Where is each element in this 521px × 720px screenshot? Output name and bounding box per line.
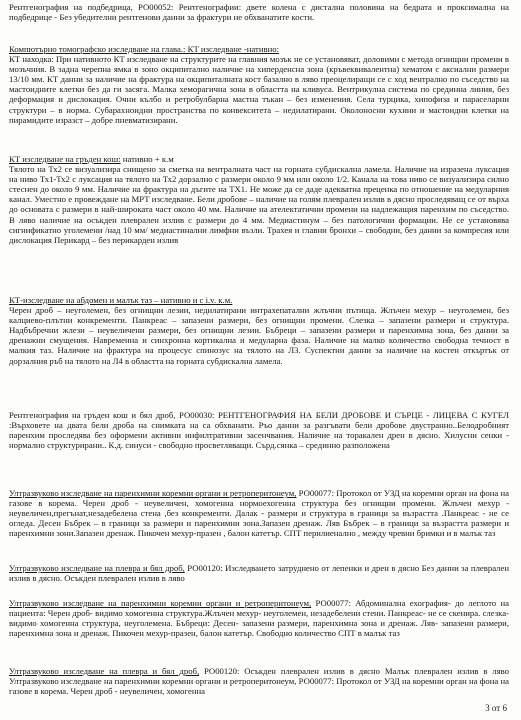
us-abdomen-heading-1: Ултразвуково изследване на паренхимни коремни органи и ретроперитонеум, [9, 488, 297, 498]
ct-head-heading: Компютърно томографско изследване на глава.: КТ изследване -нативно: [9, 44, 280, 54]
us-abdomen-heading-2: Ултразвуково изследване на паренхимни коремни органи и ретроперитонеум, [9, 598, 312, 608]
page-number: 3 от 6 [485, 703, 507, 713]
ct-chest-heading-rest: нативно + к.м [120, 154, 174, 164]
ct-head-findings: КТ находка: При нативното КТ изследване на структурите на главния мозък не се установяват, доловими с метода огнищни промени в мозъчния. В задна черепна ямка в зоно окципитално наличие на хиперденсна зона (кръвеквивалентна) хематом с аксиални размери 13/10 мм. КТ данни за наличие на фрактура на окципиталната кост базално в ляво преоцелиращи се с ход вентрално по съседство на мастоидните клетки без да ги засяга. Малка хеморагична зона в областта на кливуса. Вентрикулна система по срединна линия, без деформация и дислокация. Очни кълбо и ретробулбарна мастна тъкан – без изменения. Села турцика, хипофиза и параселарни структури – в норма. Субарахноидни пространства по конвекситета – недилатирани. Околоносни кухини и мастоидни клетки на пирамидите изразст – добре пневматизирани. [9, 54, 509, 125]
ct-abdomen-section [9, 295, 509, 366]
xray-chest-text: Рентгенография на гръден кош и бял дроб, РО00030: РЕНТГЕНОГРАФИЯ НА БЕЛИ ДРОБОВЕ И СЪРЦЕ - ЛИЦЕВА С КУГЕЛ :Върховете на двата бели дробa на снимката на са обхванати. Ръо данни за разгъвати бели дробове двустранно..Белодробният паренхим проследява без оформени активни инфилтративни засенчвания. Наличие на торакален дрен в дясно. Хилусни сенки - нормално структурирани.. К.д. синуси - свободно просветляващи. Сърд.сянка – срединно разположена [9, 410, 509, 451]
us-abdomen-findings-2: РО00077: Абдоминална ехография- до леглото на пациента: Черен дроб- видимо хомогенна структура.Жлъчен мехур- неуголемен, незадебелени стени. Панкреас- не се скенира. слезка- видимо хомогенна структура, неуголемена. Бъбреци: Десен- запазени размери, паренхимна зона и дренаж. Ляв- запазени размери, паренхимна зона и дренаж. Пикочен мехур-празен, балон катетър. Свободно количество СПТ в малък таз [9, 598, 509, 639]
xray-lower-leg-paragraph [9, 2, 509, 22]
us-pleura-heading-2: Ултразвуково изследване на плевра и бял дроб, [9, 666, 200, 676]
ct-chest-findings: Тялото на Тх2 се визуализира снищено за сметка на вентралната част на горната субдискална ламела. Наличие на изразена луксация на ниво Тх1-Тх2 с луксация на тялото на Тх2 дорзално с размери около 9 мм или около 1/2. Канала на това ниво се визуализира силно стеснен до около 9 мм. Наличие на фрактура на дъгите на ТХ1. Не може да се даде адекватна преценка по отношение на медуларния канал. Уместно е провеждане на МРТ изследване. Бели дробове – наличие на голям плеврален излив в дясно проследяващ се от върха до основата с размери в най-широката част около 40 мм. Наличие на ателектатични промени на надлежащия паренхим по съседство. В ляво наличие на осъкден плеврален излив с размери до 4 мм. Медиастинум – без патологични формации. Не се установява сигнификатно уголемени /над 10 мм/ медиастинални лимфни възли. Трахея и главни бронхи – свободни, без данни за компресия или дислокация Перикард – без перикарден излив [9, 164, 509, 245]
us-pleura-heading-1: Ултразвуково изследване на плевра и бял дроб, [9, 563, 185, 573]
us-abdomen-findings-1: РО00077: Протокол от УЗД на коремни орган на фона на газове в корема. Черен дроб - неувеличен, хомогенна нормоехогенна структура без огнищни промени. Жлъчен мехур - неувеличен,прегънат,незадебелена стена ,без конкременти. Далак - размери и структура в граници за възрастта .Панкреас - не се огледа. Десен Бъбрек – в граници за размери и паренхимни зона.Запазен дренаж. Ляв Бъбрек – в граници за възрастта размери и паренхимни зони.Запазен дренаж. Пикочен мехур-празен , балон катетър. СПТ перилиенално , между чревни бримки и в малък таз [9, 488, 509, 539]
ct-abdomen-heading: КТ-изследване на абдомен и малък таз – нативно и с i.v. к.м. [9, 295, 233, 305]
xray-chest-paragraph [9, 410, 509, 450]
ct-chest-heading: КТ изследване на гръден кош: [9, 154, 121, 164]
us-pleura-section-1 [9, 563, 509, 583]
us-abdomen-section-1 [9, 488, 509, 538]
ct-chest-section [9, 154, 509, 245]
xray-lower-leg-text: Рентгенография на подбедрица, РО00052: Рентгенографии: двете колена с дистална половина на бедрата и проксимална на подбедрице - Без убедителни рентгенови данни за фрактури не обхванатите кости. [9, 2, 509, 23]
us-pleura-section-2 [9, 666, 509, 696]
ct-head-section [9, 44, 509, 125]
us-pleura-findings-1: РО00120: Изследването затруднено от лепенки и дрен в дясно Без данни за плеврален излив в дясно. Осъкден плеврален излив в ляво [9, 563, 509, 584]
us-pleura-findings-2: РО00120: Осъкден плеврален излив в дясно Малък плеврален излив в ляво Ултразвуково изследване на паренхимни коремни органи и ретроперитонеум, РО00077: Протокол от УЗД на коремни орган на фона на газове в корема. Черен дроб - неувеличен, хомогенна [9, 666, 509, 697]
us-abdomen-section-2 [9, 598, 509, 638]
ct-abdomen-findings: Черен дроб – неуголемен, без огнищни лезии, недилатирани интрахепатални жлъчни пътища. Жлъчен мехур – неуголемен, без калциево-плътни конкременти. Панкреас – запазени размери, без огнищни промени. Слезка – запазени размери и структура. Надбъбречни жлези – неувеличени размери, без огнищни лезии. Бъбреци – запазени размери и паренхимна зона, без данни за дренажни смущения. Навременна и синхронна кортикална и медуларна фаза. Наличие на малко количество свободна течност в малкия таз. Наличие на фрактура на процесус спинозус на тялото на Л3. Суспектни данни за наличие на костен откъртък от дорзалния ръб на тялото на Л4 в областта на горната субдискална ламела. [9, 305, 509, 366]
